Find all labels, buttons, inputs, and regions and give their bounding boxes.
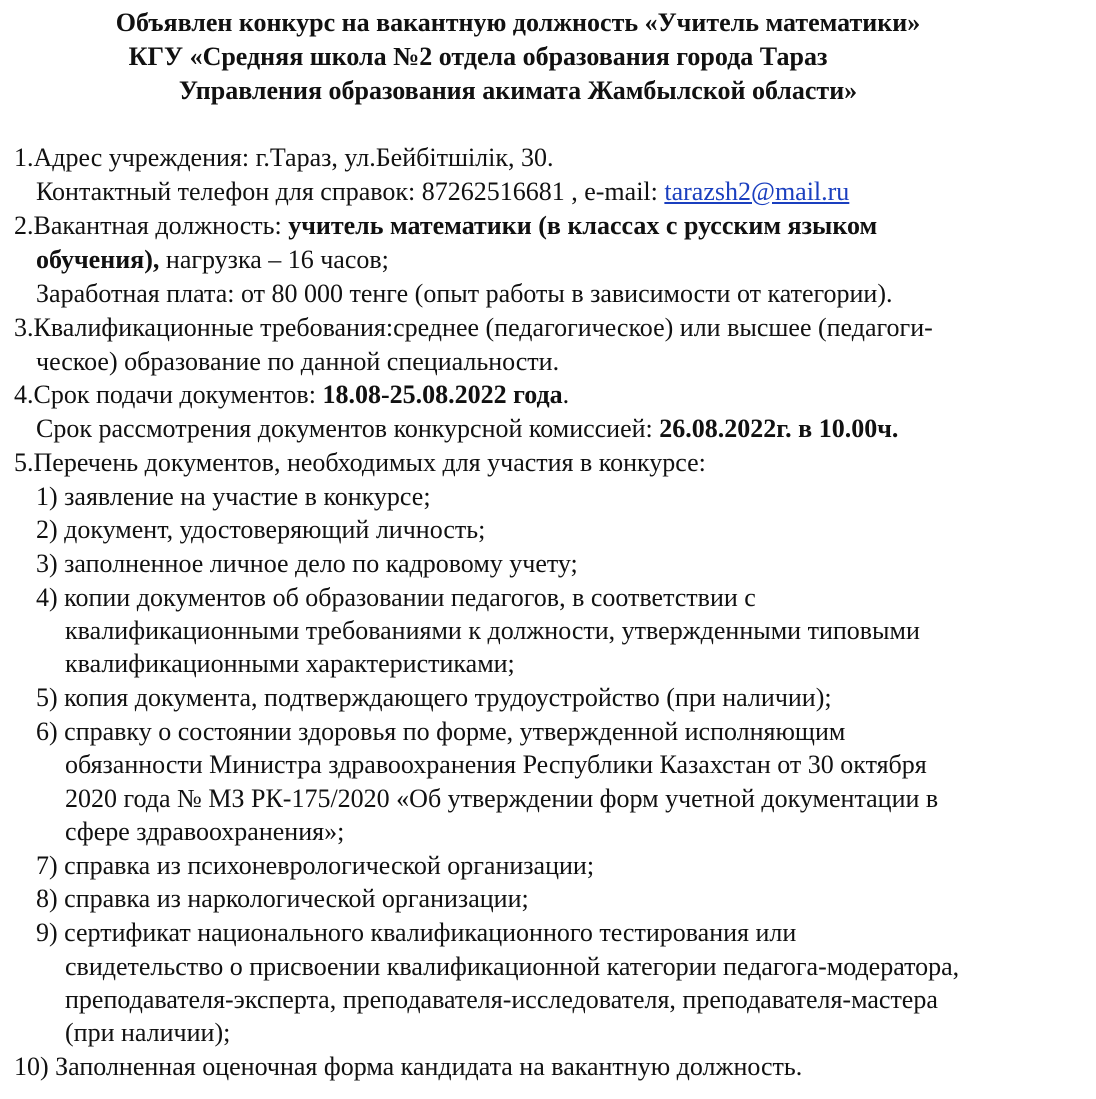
review-label: Срок рассмотрения документов конкурсной комиссией: bbox=[36, 414, 660, 443]
school-name: КГУ «Средняя школа №2 отдела образования города Тараз bbox=[128, 42, 828, 71]
review-date: 26.08.2022г. в 10.00ч. bbox=[659, 414, 899, 443]
documents-heading: 5.Перечень документов, необходимых для участия в конкурсе: bbox=[14, 448, 706, 477]
vacancy-line bbox=[14, 209, 877, 243]
deadline-period: . bbox=[562, 380, 570, 409]
document-item-cont: сфере здравоохранения»; bbox=[65, 817, 345, 846]
deadline-dates: 18.08-25.08.2022 года bbox=[322, 380, 563, 409]
announcement-title: Объявлен конкурс на вакантную должность «Учитель математики» bbox=[115, 8, 921, 37]
document-item: 6) справку о состоянии здоровья по форме, утвержденной исполняющим bbox=[36, 717, 846, 746]
vacancy-label: 2.Вакантная должность: bbox=[14, 211, 289, 240]
document-item: 5) копия документа, подтверждающего трудоустройство (при наличии); bbox=[36, 683, 832, 712]
document-item: 3) заполненное личное дело по кадровому учету; bbox=[36, 549, 578, 578]
document-item-cont: обязанности Министра здравоохранения Республики Казахстан от 30 октября bbox=[65, 750, 927, 779]
school-department: Управления образования акимата Жамбылской области» bbox=[178, 76, 858, 105]
document-item-cont: (при наличии); bbox=[65, 1018, 231, 1047]
workload: нагрузка – 16 часов; bbox=[159, 245, 389, 274]
vacancy-position-cont: обучения), bbox=[36, 245, 160, 274]
document-item: 4) копии документов об образовании педагогов, в соответствии с bbox=[36, 583, 756, 612]
document-item-cont: квалификационными требованиями к должности, утвержденными типовыми bbox=[65, 616, 920, 645]
email-link[interactable]: tarazsh2@mail.ru bbox=[664, 177, 850, 206]
document-item-cont: квалификационными характеристиками; bbox=[65, 649, 515, 678]
document-item: 2) документ, удостоверяющий личность; bbox=[36, 515, 486, 544]
vacancy-position: учитель математики (в классах с русским языком bbox=[288, 211, 878, 240]
document-item-cont: 2020 года № МЗ РК-175/2020 «Об утверждении форм учетной документации в bbox=[65, 784, 939, 813]
document-item: 9) сертификат национального квалификационного тестирования или bbox=[36, 918, 797, 947]
contact-line bbox=[36, 175, 849, 209]
salary-line: Заработная плата: от 80 000 тенге (опыт работы в зависимости от категории). bbox=[36, 279, 893, 308]
document-item-cont: преподавателя-эксперта, преподавателя-исследователя, преподавателя-мастера bbox=[65, 985, 938, 1014]
deadline-label: 4.Срок подачи документов: bbox=[14, 380, 323, 409]
vacancy-line-2 bbox=[36, 243, 389, 277]
address-line: 1.Адрес учреждения: г.Тараз, ул.Бейбітшілік, 30. bbox=[14, 143, 554, 172]
requirements-line: 3.Квалификационные требования:среднее (педагогическое) или высшее (педагоги- bbox=[14, 313, 933, 342]
requirements-line-2: ческое) образование по данной специальности. bbox=[36, 347, 560, 376]
document-item: 1) заявление на участие в конкурсе; bbox=[36, 482, 431, 511]
document-item: 10) Заполненная оценочная форма кандидата на вакантную должность. bbox=[14, 1052, 803, 1081]
deadline-line bbox=[14, 378, 569, 412]
document-item-cont: свидетельство о присвоении квалификационной категории педагога-модератора, bbox=[65, 952, 960, 981]
contact-phone-text: Контактный телефон для справок: 87262516681 , e-mail: bbox=[36, 177, 665, 206]
document-item: 8) справка из наркологической организации; bbox=[36, 884, 529, 913]
review-line bbox=[36, 412, 898, 446]
document-item: 7) справка из психоневрологической организации; bbox=[36, 851, 595, 880]
